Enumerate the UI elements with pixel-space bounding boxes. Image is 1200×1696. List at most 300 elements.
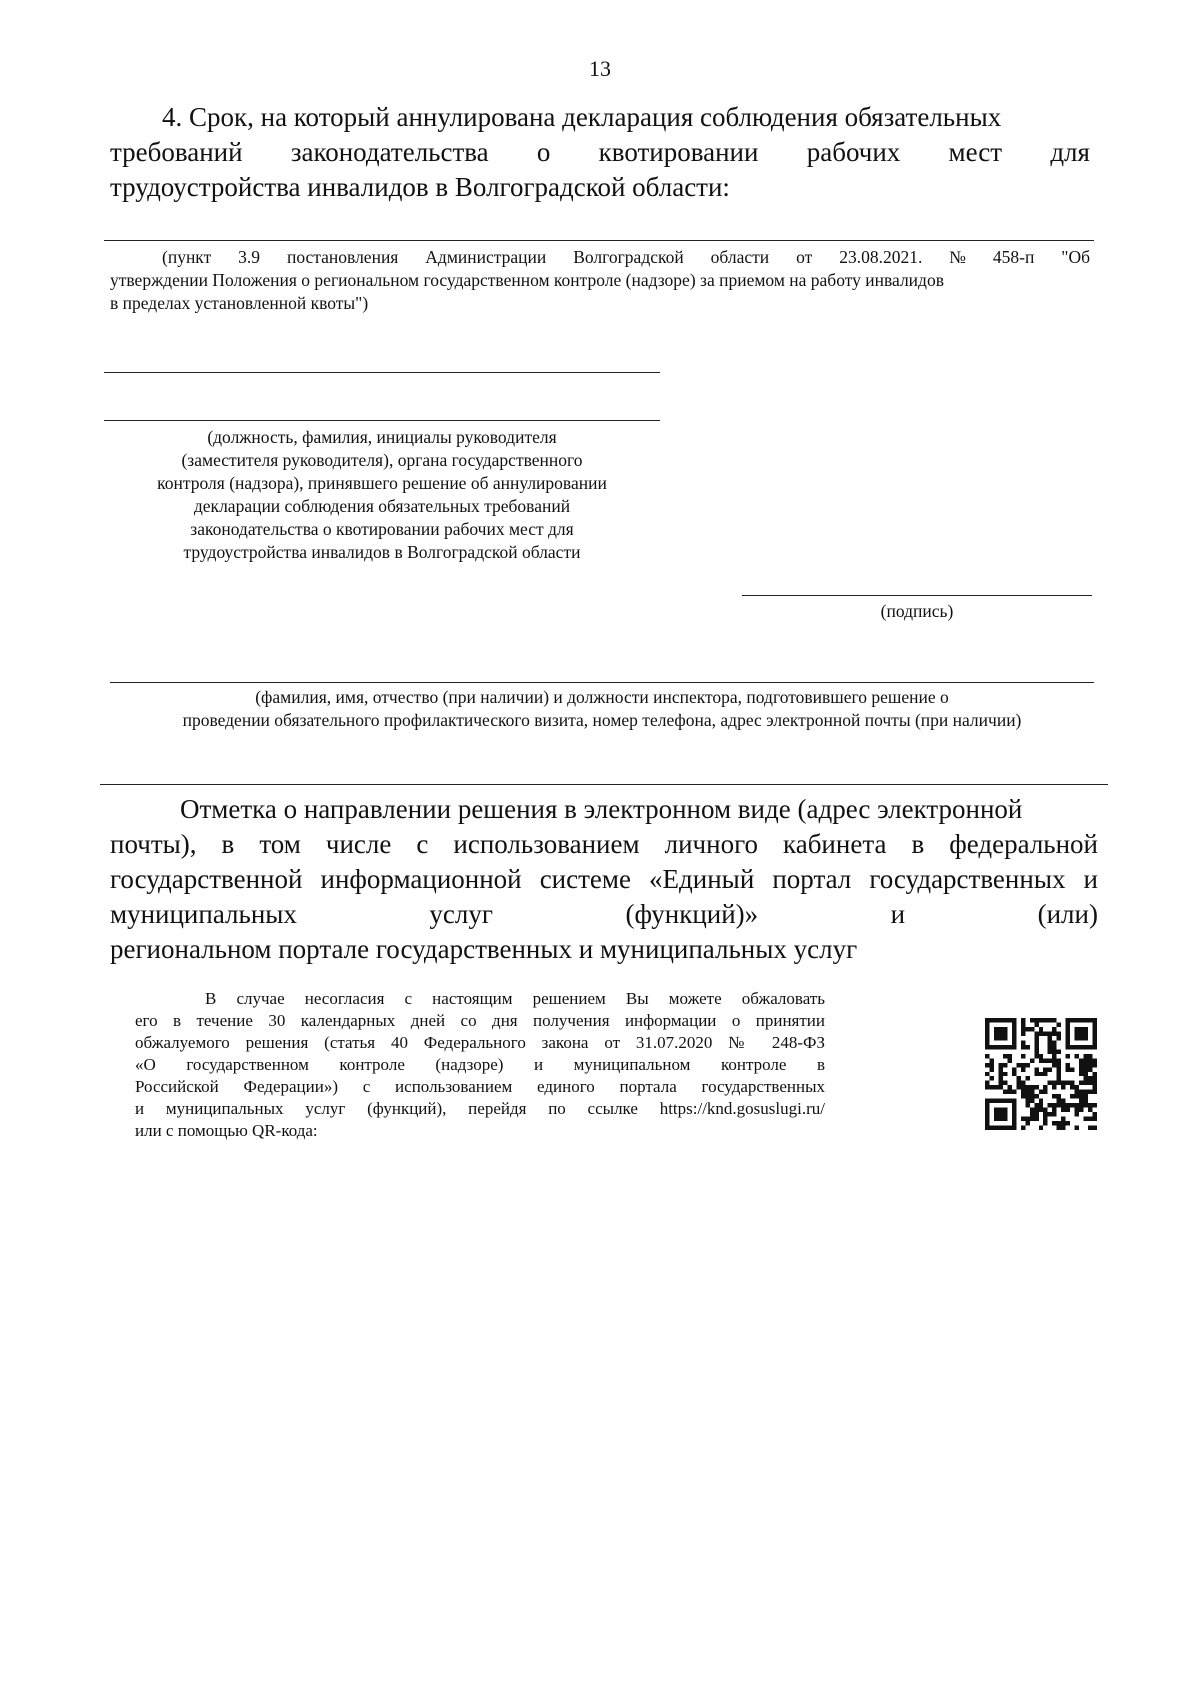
qr-module [1084, 1054, 1088, 1058]
qr-module [1061, 1085, 1065, 1089]
qr-module [998, 1085, 1002, 1089]
qr-module [994, 1085, 998, 1089]
qr-module [985, 1117, 989, 1121]
qr-module [1034, 1036, 1038, 1040]
qr-module [1021, 1018, 1025, 1022]
qr-module [1088, 1108, 1092, 1112]
qr-module [1039, 1108, 1043, 1112]
section-4-line-3: трудоустройства инвалидов в Волгоградской области: [110, 172, 730, 202]
qr-module [1066, 1063, 1070, 1067]
qr-module [1075, 1031, 1079, 1035]
qr-module [1016, 1076, 1020, 1080]
qr-module [1079, 1108, 1083, 1112]
qr-module [989, 1063, 993, 1067]
qr-module [1003, 1045, 1007, 1049]
qr-module [1088, 1076, 1092, 1080]
qr-module [1034, 1094, 1038, 1098]
word: Администрации [425, 247, 547, 267]
inspector-caption-line-1: (фамилия, имя, отчество (при наличии) и должности инспектора, подготовившего решение о [255, 687, 949, 707]
appeal-line: «О государственном контроле (надзоре) и муниципальном контроле в [135, 1055, 825, 1074]
inspector-blank-line [110, 682, 1094, 683]
word: области [710, 247, 770, 267]
qr-module [1075, 1112, 1079, 1116]
qr-module [989, 1076, 993, 1080]
qr-module [1025, 1103, 1029, 1107]
qr-module [989, 1126, 993, 1130]
qr-module [1070, 1018, 1074, 1022]
qr-module [1075, 1027, 1079, 1031]
qr-module [1084, 1058, 1088, 1062]
qr-module [1016, 1063, 1020, 1067]
qr-module [1075, 1085, 1079, 1089]
qr-module [1084, 1090, 1088, 1094]
head-caption-line: (заместителя руководителя), органа государственного [181, 450, 583, 470]
qr-module [1012, 1126, 1016, 1130]
word: 458-п [992, 247, 1035, 267]
qr-module [1093, 1063, 1097, 1067]
qr-module [1048, 1103, 1052, 1107]
qr-module [998, 1081, 1002, 1085]
qr-module [985, 1099, 989, 1103]
qr-module [989, 1045, 993, 1049]
section-4-line-1: 4. Срок, на который аннулирована декларация соблюдения обязательных [162, 102, 1002, 132]
qr-module [994, 1126, 998, 1130]
qr-module [998, 1126, 1002, 1130]
qr-module [1007, 1018, 1011, 1022]
electronic-mark-line-3: государственной информационной системе «Единый портал государственных и [110, 864, 1098, 894]
word: "Об [1061, 247, 1090, 267]
qr-module [1030, 1112, 1034, 1116]
qr-module [1016, 1081, 1020, 1085]
qr-module [998, 1076, 1002, 1080]
qr-module [1066, 1108, 1070, 1112]
signature-line [742, 595, 1092, 596]
qr-module [1088, 1058, 1092, 1062]
qr-module [1070, 1067, 1074, 1071]
qr-module [1061, 1099, 1065, 1103]
qr-module [1003, 1112, 1007, 1116]
qr-module [998, 1018, 1002, 1022]
qr-module [1007, 1126, 1011, 1130]
qr-module [1088, 1018, 1092, 1022]
qr-module [1093, 1036, 1097, 1040]
qr-module [1052, 1027, 1056, 1031]
qr-module [1093, 1112, 1097, 1116]
qr-module [1003, 1072, 1007, 1076]
qr-module [998, 1031, 1002, 1035]
qr-module [1066, 1081, 1070, 1085]
qr-module [1066, 1067, 1070, 1071]
qr-module [1039, 1054, 1043, 1058]
qr-module [985, 1126, 989, 1130]
qr-module [1070, 1045, 1074, 1049]
qr-module [1003, 1090, 1007, 1094]
qr-module [1021, 1022, 1025, 1026]
qr-module [1043, 1085, 1047, 1089]
qr-module [1012, 1072, 1016, 1076]
word: квотировании [598, 137, 759, 167]
qr-module [1025, 1121, 1029, 1125]
qr-module [985, 1031, 989, 1035]
qr-module [1003, 1081, 1007, 1085]
qr-module [1021, 1081, 1025, 1085]
qr-module [1025, 1027, 1029, 1031]
qr-module [1057, 1094, 1061, 1098]
appeal-line: Российской Федерации») с использованием единого портала государственных [135, 1077, 825, 1096]
qr-module [1043, 1018, 1047, 1022]
qr-module [985, 1108, 989, 1112]
qr-module [1057, 1036, 1061, 1040]
qr-module [1048, 1058, 1052, 1062]
qr-module [1043, 1112, 1047, 1116]
qr-module [1052, 1058, 1056, 1062]
qr-module [1079, 1036, 1083, 1040]
qr-module [1039, 1090, 1043, 1094]
qr-module [1075, 1045, 1079, 1049]
qr-module [1048, 1018, 1052, 1022]
appeal-line: В случае несогласия с настоящим решением Вы можете обжаловать [205, 989, 825, 1008]
electronic-mark-line-2: почты), в том числе с использованием личного кабинета в федеральной [110, 829, 1098, 859]
qr-module [1093, 1072, 1097, 1076]
qr-module [1066, 1054, 1070, 1058]
qr-module [1048, 1045, 1052, 1049]
qr-module [1012, 1045, 1016, 1049]
qr-module [998, 1099, 1002, 1103]
qr-module [1012, 1112, 1016, 1116]
qr-module [1034, 1072, 1038, 1076]
qr-module [994, 1099, 998, 1103]
word: и [890, 899, 906, 929]
qr-module [1093, 1090, 1097, 1094]
qr-module [1093, 1022, 1097, 1026]
qr-module [1007, 1045, 1011, 1049]
word: рабочих [806, 137, 901, 167]
qr-module [1039, 1072, 1043, 1076]
qr-module [1088, 1063, 1092, 1067]
qr-module [1088, 1081, 1092, 1085]
qr-module [1025, 1085, 1029, 1089]
qr-module [1066, 1018, 1070, 1022]
qr-module [1079, 1103, 1083, 1107]
qr-module [985, 1072, 989, 1076]
qr-module [985, 1045, 989, 1049]
qr-module [1057, 1126, 1061, 1130]
qr-code-icon[interactable] [985, 1018, 1097, 1130]
qr-module [1075, 1090, 1079, 1094]
qr-module [1052, 1112, 1056, 1116]
qr-module [1093, 1018, 1097, 1022]
qr-module [1003, 1099, 1007, 1103]
qr-module [1084, 1117, 1088, 1121]
qr-module [1039, 1103, 1043, 1107]
reference-note [110, 246, 1090, 315]
qr-module [1030, 1085, 1034, 1089]
qr-module [998, 1027, 1002, 1031]
qr-module [1025, 1090, 1029, 1094]
qr-module [1057, 1076, 1061, 1080]
qr-module [1061, 1103, 1065, 1107]
word: № [949, 247, 966, 267]
qr-module [1084, 1099, 1088, 1103]
qr-module [1030, 1018, 1034, 1022]
qr-module [989, 1058, 993, 1062]
word: (или) [1037, 899, 1098, 929]
electronic-mark-line-1: Отметка о направлении решения в электронном виде (адрес электронной [180, 794, 1023, 824]
qr-module [1052, 1081, 1056, 1085]
word: для [1050, 137, 1090, 167]
qr-module [1034, 1112, 1038, 1116]
qr-module [1048, 1067, 1052, 1071]
qr-module [994, 1031, 998, 1035]
qr-module [1066, 1103, 1070, 1107]
term-blank-line [104, 240, 1094, 241]
word: Волгоградской [573, 247, 684, 267]
qr-module [1066, 1031, 1070, 1035]
qr-module [1003, 1117, 1007, 1121]
qr-module [1057, 1022, 1061, 1026]
qr-module [1084, 1076, 1088, 1080]
qr-module [1025, 1094, 1029, 1098]
word: муниципальных [110, 899, 297, 929]
qr-module [1048, 1049, 1052, 1053]
qr-module [1039, 1027, 1043, 1031]
qr-module [1052, 1045, 1056, 1049]
qr-module [1034, 1085, 1038, 1089]
qr-module [998, 1036, 1002, 1040]
qr-module [1012, 1040, 1016, 1044]
qr-module [1043, 1090, 1047, 1094]
qr-module [1057, 1049, 1061, 1053]
qr-module [1012, 1022, 1016, 1026]
qr-module [1012, 1108, 1016, 1112]
qr-module [1007, 1085, 1011, 1089]
qr-module [1025, 1045, 1029, 1049]
word: (функций)» [625, 899, 759, 929]
qr-module [1034, 1045, 1038, 1049]
qr-module [985, 1112, 989, 1116]
qr-module [1070, 1094, 1074, 1098]
qr-module [1021, 1040, 1025, 1044]
qr-module [1079, 1081, 1083, 1085]
qr-module [1048, 1036, 1052, 1040]
qr-module [1075, 1103, 1079, 1107]
qr-module [1066, 1045, 1070, 1049]
qr-module [985, 1081, 989, 1085]
qr-module [1021, 1085, 1025, 1089]
word: законодательства [290, 137, 489, 167]
appeal-line: или с помощью QR-кода: [135, 1121, 318, 1140]
qr-module [1093, 1085, 1097, 1089]
qr-module [1007, 1054, 1011, 1058]
qr-module [1093, 1076, 1097, 1080]
qr-module [1079, 1094, 1083, 1098]
qr-module [1079, 1063, 1083, 1067]
qr-module [998, 1045, 1002, 1049]
qr-module [985, 1018, 989, 1022]
qr-module [1066, 1022, 1070, 1026]
qr-module [1079, 1018, 1083, 1022]
qr-module [1070, 1085, 1074, 1089]
qr-module [1057, 1058, 1061, 1062]
qr-module [1039, 1099, 1043, 1103]
qr-module [1043, 1058, 1047, 1062]
qr-module [1093, 1040, 1097, 1044]
qr-module [994, 1018, 998, 1022]
qr-module [1052, 1018, 1056, 1022]
qr-module [1025, 1076, 1029, 1080]
head-caption [104, 426, 660, 564]
qr-module [1034, 1108, 1038, 1112]
qr-module [1079, 1090, 1083, 1094]
qr-module [1025, 1063, 1029, 1067]
qr-module [1007, 1090, 1011, 1094]
appeal-line: и муниципальных услуг (функций), перейдя по ссылке https://knd.gosuslugi.ru/ [135, 1099, 825, 1118]
qr-module [1030, 1094, 1034, 1098]
qr-module [1021, 1126, 1025, 1130]
qr-module [1003, 1027, 1007, 1031]
qr-module [1066, 1040, 1070, 1044]
qr-module [1075, 1094, 1079, 1098]
qr-module [1075, 1018, 1079, 1022]
qr-module [994, 1117, 998, 1121]
qr-module [1052, 1031, 1056, 1035]
word: услуг [429, 899, 493, 929]
qr-module [1012, 1031, 1016, 1035]
qr-module [1093, 1027, 1097, 1031]
qr-module [1021, 1090, 1025, 1094]
qr-module [1030, 1099, 1034, 1103]
qr-module [1057, 1063, 1061, 1067]
qr-module [1088, 1067, 1092, 1071]
qr-module [1048, 1040, 1052, 1044]
qr-module [1025, 1117, 1029, 1121]
appeal-line: его в течение 30 календарных дней со дня получения информации о принятии [135, 1011, 825, 1030]
qr-module [1012, 1121, 1016, 1125]
appeal-paragraph [135, 988, 825, 1142]
qr-module [1039, 1126, 1043, 1130]
qr-module [1021, 1063, 1025, 1067]
qr-module [1093, 1031, 1097, 1035]
electronic-mark-line-4 [110, 897, 1098, 932]
qr-module [1052, 1063, 1056, 1067]
qr-module [1039, 1018, 1043, 1022]
qr-module [1043, 1117, 1047, 1121]
qr-module [1079, 1099, 1083, 1103]
word: от [796, 247, 813, 267]
qr-module [994, 1027, 998, 1031]
page-number: 13 [589, 56, 611, 81]
qr-module [1043, 1108, 1047, 1112]
qr-module [1088, 1045, 1092, 1049]
qr-module [1021, 1067, 1025, 1071]
qr-module [1084, 1063, 1088, 1067]
reference-line-3: в пределах установленной квоты") [110, 293, 369, 313]
qr-module [985, 1040, 989, 1044]
qr-module [1012, 1117, 1016, 1121]
word: 23.08.2021. [839, 247, 923, 267]
appeal-line: обжалуемого решения (статья 40 Федерального закона от 31.07.2020 № 248-ФЗ [135, 1033, 825, 1052]
qr-module [1048, 1031, 1052, 1035]
qr-module [1034, 1022, 1038, 1026]
qr-module [1079, 1058, 1083, 1062]
qr-module [1021, 1027, 1025, 1031]
electronic-mark-line-5: региональном портале государственных и муниципальных услуг [110, 934, 858, 964]
qr-module [1007, 1058, 1011, 1062]
qr-module [1075, 1054, 1079, 1058]
qr-module [998, 1112, 1002, 1116]
qr-module [1030, 1058, 1034, 1062]
qr-module [1034, 1103, 1038, 1107]
qr-module [1093, 1126, 1097, 1130]
qr-module [1030, 1108, 1034, 1112]
qr-module [1052, 1085, 1056, 1089]
qr-module [1057, 1081, 1061, 1085]
qr-module [1084, 1094, 1088, 1098]
qr-module [1003, 1031, 1007, 1035]
qr-module [1052, 1094, 1056, 1098]
qr-module [1093, 1081, 1097, 1085]
qr-module [1012, 1027, 1016, 1031]
qr-module [989, 1067, 993, 1071]
qr-module [985, 1103, 989, 1107]
qr-module [1057, 1099, 1061, 1103]
qr-module [1093, 1117, 1097, 1121]
word: о [536, 137, 551, 167]
qr-module [1061, 1121, 1065, 1125]
qr-module [994, 1045, 998, 1049]
qr-module [1021, 1094, 1025, 1098]
qr-module [994, 1108, 998, 1112]
qr-module [1034, 1018, 1038, 1022]
qr-module [1003, 1126, 1007, 1130]
qr-module [1034, 1031, 1038, 1035]
qr-module [1057, 1031, 1061, 1035]
qr-module [1048, 1081, 1052, 1085]
qr-module [985, 1063, 989, 1067]
qr-module [989, 1099, 993, 1103]
word: требований [110, 137, 243, 167]
qr-module [1079, 1072, 1083, 1076]
qr-module [1039, 1058, 1043, 1062]
qr-module [989, 1085, 993, 1089]
qr-module [998, 1117, 1002, 1121]
qr-module [1034, 1040, 1038, 1044]
qr-module [1030, 1117, 1034, 1121]
qr-module [1039, 1031, 1043, 1035]
qr-module [1034, 1117, 1038, 1121]
qr-module [1079, 1067, 1083, 1071]
electronic-mark-paragraph [110, 792, 1098, 967]
inspector-caption [104, 686, 1100, 732]
qr-module [985, 1036, 989, 1040]
qr-module [1052, 1108, 1056, 1112]
qr-module [985, 1121, 989, 1125]
qr-module [1003, 1108, 1007, 1112]
qr-module [1052, 1049, 1056, 1053]
qr-module [1088, 1090, 1092, 1094]
qr-module [1075, 1108, 1079, 1112]
qr-module [1043, 1031, 1047, 1035]
qr-module [1021, 1045, 1025, 1049]
qr-module [1057, 1072, 1061, 1076]
qr-module [1066, 1121, 1070, 1125]
qr-module [1012, 1099, 1016, 1103]
qr-module [1043, 1121, 1047, 1125]
qr-module [1034, 1054, 1038, 1058]
qr-module [1079, 1045, 1083, 1049]
qr-module [1003, 1054, 1007, 1058]
qr-module [985, 1054, 989, 1058]
